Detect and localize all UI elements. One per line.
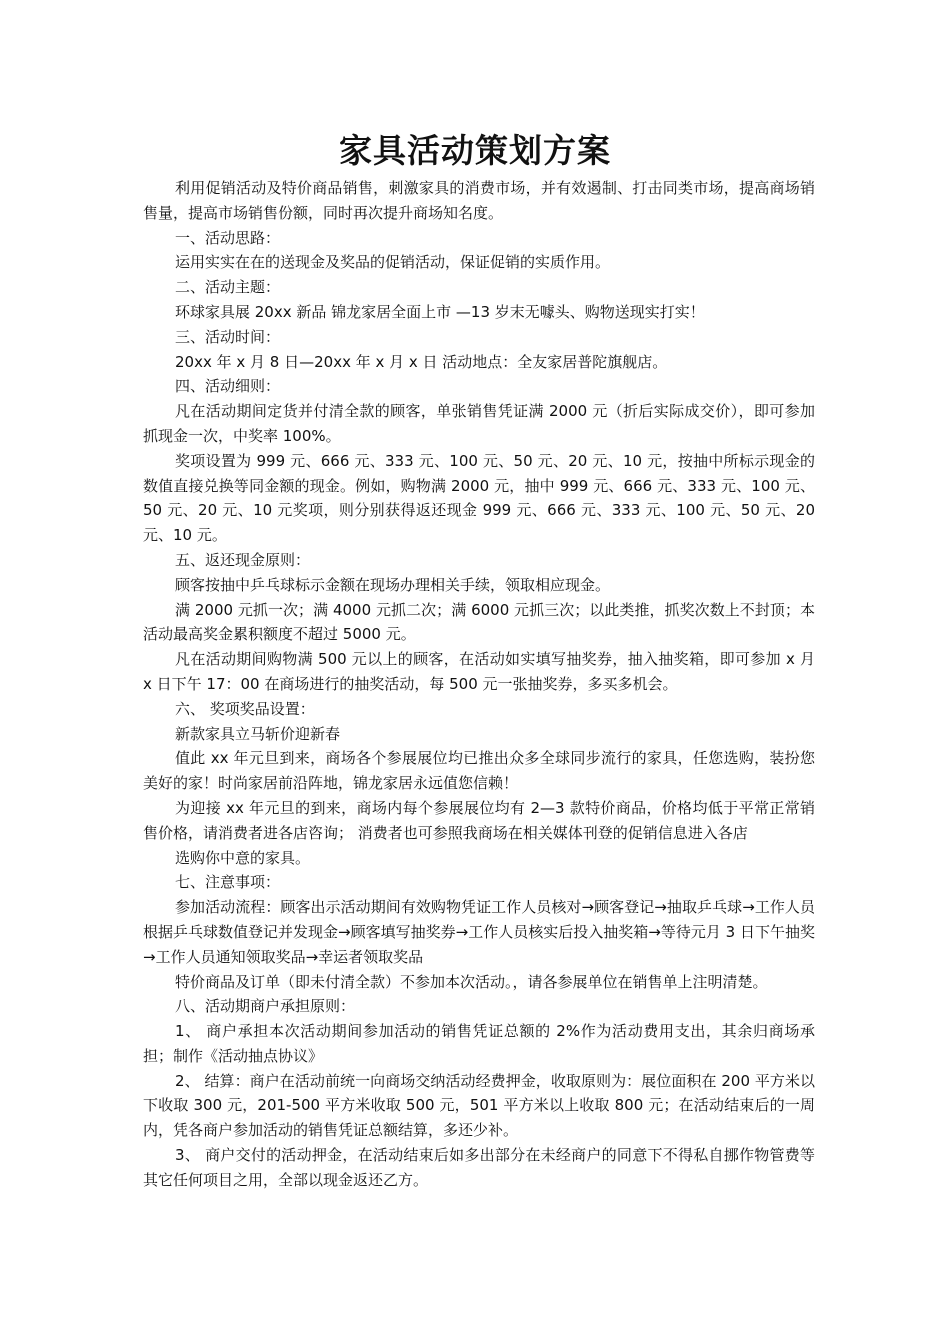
heading-notes: 七、注意事项： bbox=[175, 873, 281, 892]
heading-merchant-rules: 八、活动期商户承担原则： bbox=[175, 997, 356, 1016]
paragraph: 特价商品及订单（即未付清全款）不参加本次活动。，请各参展单位在销售单上注明清楚。 bbox=[175, 972, 768, 991]
paragraph: 3、 商户交付的活动押金，在活动结束后如多出部分在未经商户的同意下不得私自挪作物管费等其它任何项目之用，全部以现金返还乙方。 bbox=[143, 1146, 815, 1189]
paragraph: 新款家具立马斩价迎新春 bbox=[175, 724, 341, 743]
paragraph: 运用实实在在的送现金及奖品的促销活动，保证促销的实质作用。 bbox=[175, 253, 611, 272]
paragraph: 参加活动流程：顾客出示活动期间有效购物凭证工作人员核对→顾客登记→抽取乒乓球→工作人员根据乒乓球数值登记并发现金→顾客填写抽奖券→工作人员核实后投入抽奖箱→等待元月 3 日下午抽奖→工作人员通知领取奖品→幸运者领取奖品 bbox=[143, 898, 815, 966]
heading-activity-theme: 二、活动主题： bbox=[175, 278, 281, 297]
document-body bbox=[143, 176, 815, 1193]
paragraph: 环球家具展 20xx 新品 锦龙家居全面上市 —13 岁末无噱头、购物送现实打实！ bbox=[175, 302, 705, 321]
paragraph: 奖项设置为 999 元、666 元、333 元、100 元、50 元、20 元、10 元，按抽中所标示现金的数值直接兑换等同金额的现金。例如，购物满 2000 元，抽中 999 元、666 元、333 元、100 元、50 元、20 元、10 元奖项，则分别获得返还现金 999 元、666 元、333 元、100 元、50 元、20 元、10 元。 bbox=[143, 451, 815, 545]
heading-activity-time: 三、活动时间： bbox=[175, 327, 281, 346]
paragraph: 20xx 年 x 月 8 日—20xx 年 x 月 x 日 活动地点：全友家居普陀旗舰店。 bbox=[175, 352, 668, 371]
paragraph: 顾客按抽中乒乓球标示金额在现场办理相关手续，领取相应现金。 bbox=[175, 575, 611, 594]
paragraph: 2、 结算：商户在活动前统一向商场交纳活动经费押金，收取原则为：展位面积在 200 平方米以下收取 300 元，201-500 平方米收取 500 元，501 平方米以上收取 800 元；在活动结束后的一周内，凭各商户参加活动的销售凭证总额结算，多还少补。 bbox=[143, 1071, 815, 1140]
paragraph: 为迎接 xx 年元旦的到来，商场内每个参展展位均有 2—3 款特价商品，价格均低于平常正常销售价格，请消费者进各店咨询； 消费者也可参照我商场在相关媒体刊登的促销信息进入各店 bbox=[143, 798, 815, 842]
document-title: 家具活动策划方案 bbox=[339, 131, 611, 170]
paragraph: 凡在活动期间购物满 500 元以上的顾客，在活动如实填写抽奖券，抽入抽奖箱，即可参加 x 月 x 日下午 17：00 在商场进行的抽奖活动，每 500 元一张抽奖券，多买多机会。 bbox=[143, 650, 815, 693]
heading-activity-rules: 四、活动细则： bbox=[175, 377, 281, 396]
paragraph: 值此 xx 年元旦到来，商场各个参展展位均已推出众多全球同步流行的家具，任您选购，装扮您美好的家！时尚家居前沿阵地，锦龙家居永远值您信赖！ bbox=[143, 749, 815, 793]
paragraph: 1、 商户承担本次活动期间参加活动的销售凭证总额的 2%作为活动费用支出，其余归商场承担；制作《活动抽点协议》 bbox=[143, 1022, 815, 1065]
paragraph: 凡在活动期间定货并付清全款的顾客，单张销售凭证满 2000 元（折后实际成交价），即可参加抓现金一次，中奖率 100%。 bbox=[143, 402, 815, 445]
paragraph-intro: 利用促销活动及特价商品销售，刺激家具的消费市场，并有效遏制、打击同类市场，提高商场销售量，提高市场销售份额，同时再次提升商场知名度。 bbox=[143, 179, 815, 222]
heading-cash-return: 五、返还现金原则： bbox=[175, 550, 311, 569]
paragraph: 选购你中意的家具。 bbox=[175, 848, 311, 867]
heading-activity-idea: 一、活动思路： bbox=[175, 228, 281, 247]
paragraph: 满 2000 元抓一次；满 4000 元抓二次；满 6000 元抓三次；以此类推，抓奖次数上不封顶；本活动最高奖金累积额度不超过 5000 元。 bbox=[143, 600, 815, 644]
heading-prize-setup: 六、 奖项奖品设置： bbox=[175, 699, 315, 718]
